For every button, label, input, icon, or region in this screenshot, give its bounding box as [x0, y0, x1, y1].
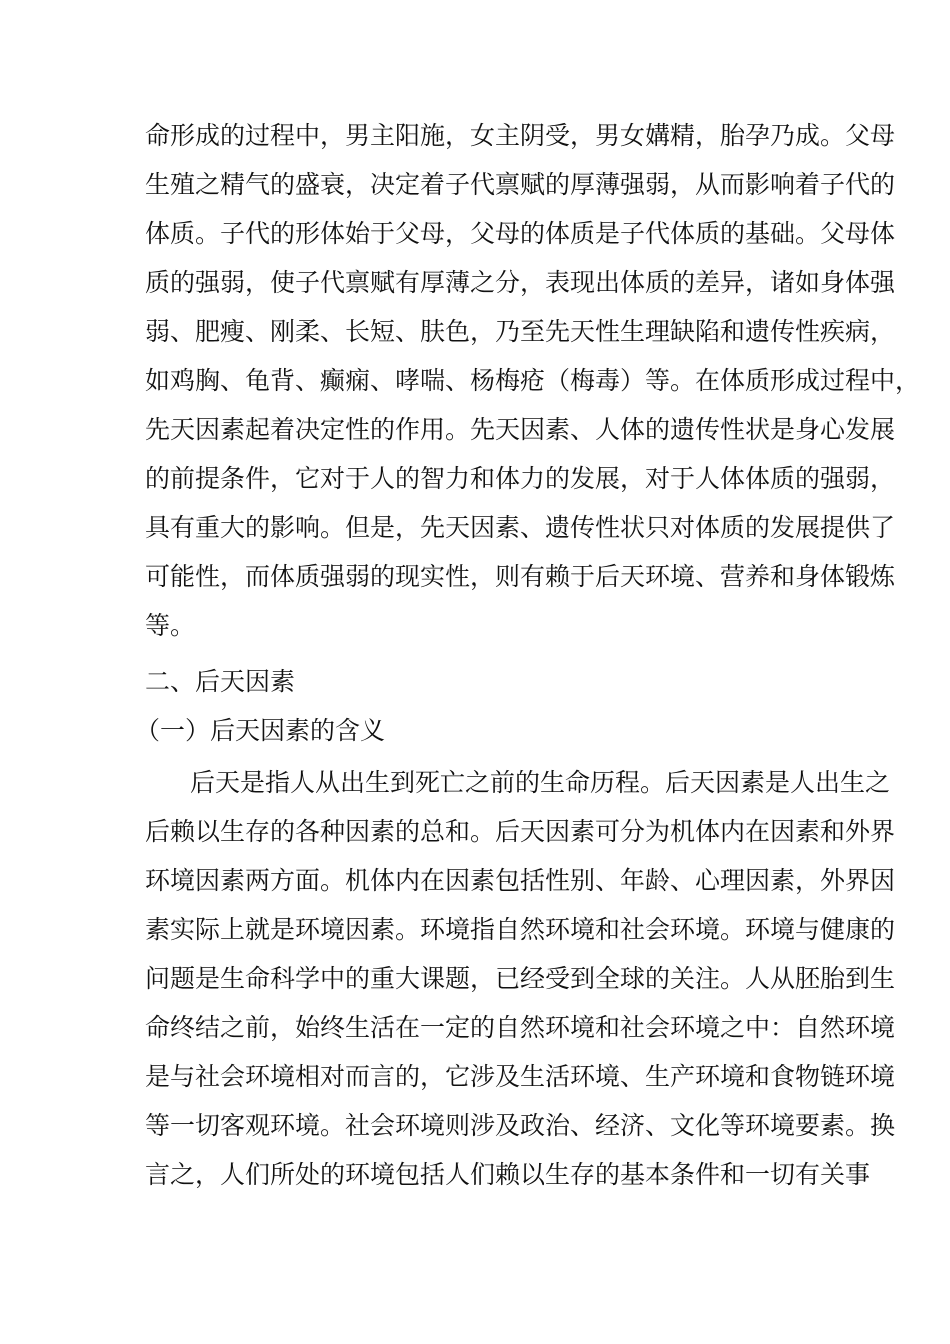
paragraph-line: 后赖以生存的各种因素的总和。后天因素可分为机体内在因素和外界 [145, 817, 896, 846]
paragraph-line: 等一切客观环境。社会环境则涉及政治、经济、文化等环境要素。换 [145, 1111, 896, 1140]
section-heading: 二、后天因素 [145, 667, 296, 696]
paragraph-line: 环境因素两方面。机体内在因素包括性别、年龄、心理因素，外界因 [145, 866, 896, 895]
paragraph-line: 如鸡胸、龟背、癫痫、哮喘、杨梅疮（梅毒）等。在体质形成过程中， [145, 366, 921, 395]
paragraph-line: 的前提条件，它对于人的智力和体力的发展，对于人体体质的强弱， [145, 464, 896, 493]
paragraph-line: 后天是指人从出生到死亡之前的生命历程。后天因素是人出生之 [190, 768, 891, 797]
paragraph-line: 质的强弱，使子代禀赋有厚薄之分，表现出体质的差异，诸如身体强 [145, 268, 896, 297]
paragraph-line: 生殖之精气的盛衰，决定着子代禀赋的厚薄强弱，从而影响着子代的 [145, 170, 896, 199]
paragraph-line: 素实际上就是环境因素。环境指自然环境和社会环境。环境与健康的 [145, 915, 896, 944]
paragraph-line: 先天因素起着决定性的作用。先天因素、人体的遗传性状是身心发展 [145, 415, 896, 444]
paragraph-line: 问题是生命科学中的重大课题，已经受到全球的关注。人从胚胎到生 [145, 964, 896, 993]
paragraph-line: 是与社会环境相对而言的，它涉及生活环境、生产环境和食物链环境 [145, 1062, 896, 1091]
paragraph-line: 具有重大的影响。但是，先天因素、遗传性状只对体质的发展提供了 [145, 513, 896, 542]
paragraph-line: 可能性，而体质强弱的现实性，则有赖于后天环境、营养和身体锻炼 [145, 562, 896, 591]
paragraph-line: 弱、肥瘦、刚柔、长短、肤色，乃至先天性生理缺陷和遗传性疾病， [145, 317, 896, 346]
paragraph-line: 命形成的过程中，男主阳施，女主阴受，男女媾精，胎孕乃成。父母 [145, 121, 896, 150]
paragraph-line: 言之，人们所处的环境包括人们赖以生存的基本条件和一切有关事 [145, 1160, 871, 1189]
subsection-heading: （一）后天因素的含义 [135, 716, 386, 745]
paragraph-line: 等。 [145, 611, 196, 640]
paragraph-line: 体质。子代的形体始于父母，父母的体质是子代体质的基础。父母体 [145, 219, 896, 248]
paragraph-line: 命终结之前，始终生活在一定的自然环境和社会环境之中：自然环境 [145, 1013, 896, 1042]
